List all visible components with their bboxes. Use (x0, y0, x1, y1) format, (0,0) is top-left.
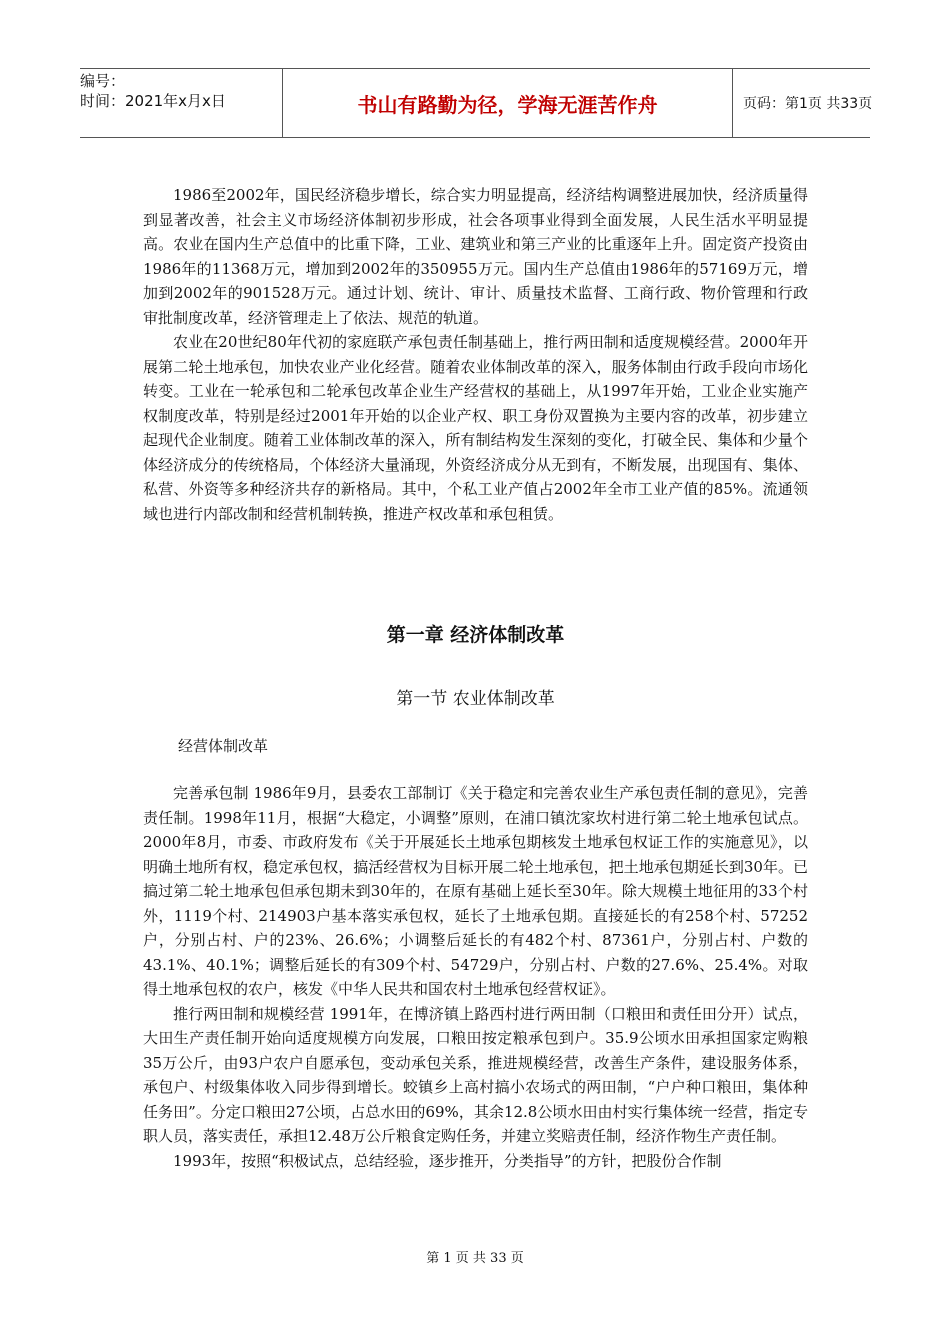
intro-paragraph: 1986至2002年，国民经济稳步增长，综合实力明显提高，经济结构调整进展加快，经济质量得到显著改善，社会主义市场经济体制初步形成，社会各项事业得到全面发展，人民生活水平明显提高。农业在国内生产总值中的比重下降，工业、建筑业和第三产业的比重逐年上升。固定资产投资由1986年的11368万元，增加到2002年的350955万元。国内生产总值由1986年的57169万元，增加到2002年的901528万元。通过计划、统计、审计、质量技术监督、工商行政、物价管理和行政审批制度改革，经济管理走上了依法、规范的轨道。 (143, 186, 808, 327)
section-title: 第一节 农业体制改革 (396, 689, 555, 709)
body-text (143, 781, 808, 1173)
doc-date-label: 时间：2021年x月x日 (80, 92, 226, 110)
subheading: 经营体制改革 (178, 737, 269, 755)
body-paragraph: 1993年，按照“积极试点，总结经验，逐步推开，分类指导”的方针，把股份合作制 (173, 1151, 722, 1170)
header-motto: 书山有路勤为径，学海无涯苦作舟 (282, 69, 733, 137)
header-info (80, 69, 282, 139)
header-page-number: 页码：第1页 共33页 (743, 96, 873, 112)
intro-text (143, 183, 808, 526)
intro-paragraph: 农业在20世纪80年代初的家庭联产承包责任制基础上，推行两田制和适度规模经营。2000年开展第二轮土地承包，加快农业产业化经营。随着农业体制改革的深入，服务体制由行政手段向市场化转变。工业在一轮承包和二轮承包改革企业生产经营权的基础上，从1997年开始，工业企业实施产权制度改革，特别是经过2001年开始的以企业产权、职工身份双置换为主要内容的改革，初步建立起现代企业制度。随着工业体制改革的深入，所有制结构发生深刻的变化，打破全民、集体和少量个体经济成分的传统格局，个体经济大量涌现，外资经济成分从无到有，不断发展，出现国有、集体、私营、外资等多种经济共存的新格局。其中，个私工业产值占2002年全市工业产值的85%。流通领域也进行内部改制和经营机制转换，推进产权改革和承包租赁。 (143, 333, 808, 523)
doc-number-label: 编号： (80, 72, 126, 90)
page-footer: 第 1 页 共 33 页 (426, 1251, 524, 1266)
chapter-title: 第一章 经济体制改革 (386, 624, 565, 646)
body-paragraph: 推行两田制和规模经营 1991年，在博济镇上路西村进行两田制（口粮田和责任田分开）试点，大田生产责任制开始向适度规模方向发展，口粮田按定粮承包到户。35.9公顷水田承担国家定购粮35万公斤，由93户农户自愿承包，变动承包关系，推进规模经营，改善生产条件，建设服务体系，承包户、村级集体收入同步得到增长。蛟镇乡上高村搞小农场式的两田制，“户户种口粮田，集体种任务田”。分定口粮田27公顷，占总水田的69%，其余12.8公顷水田由村实行集体统一经营，指定专职人员，落实责任，承担12.48万公斤粮食定购任务，并建立奖赔责任制，经济作物生产责任制。 (143, 1004, 808, 1145)
page-header (80, 68, 873, 138)
body-paragraph: 完善承包制 1986年9月，县委农工部制订《关于稳定和完善农业生产承包责任制的意见》，完善责任制。1998年11月，根据“大稳定，小调整”原则，在浦口镇沈家坎村进行第二轮土地承包试点。2000年8月，市委、市政府发布《关于开展延长土地承包期核发土地承包权证工作的实施意见》，以明确土地所有权，稳定承包权，搞活经营权为目标开展二轮土地承包，把土地承包期延长到30年。已搞过第二轮土地承包但承包期未到30年的，在原有基础上延长至30年。除大规模土地征用的33个村外，1119个村、214903户基本落实承包权，延长了土地承包期。直接延长的有258个村、57252户，分别占村、户的23%、26.6%；小调整后延长的有482个村、87361户，分别占村、户数的43.1%、40.1%；调整后延长的有309个村、54729户，分别占村、户数的27.6%、25.4%。对取得土地承包权的农户，核发《中华人民共和国农村土地承包经营权证》。 (143, 784, 808, 998)
